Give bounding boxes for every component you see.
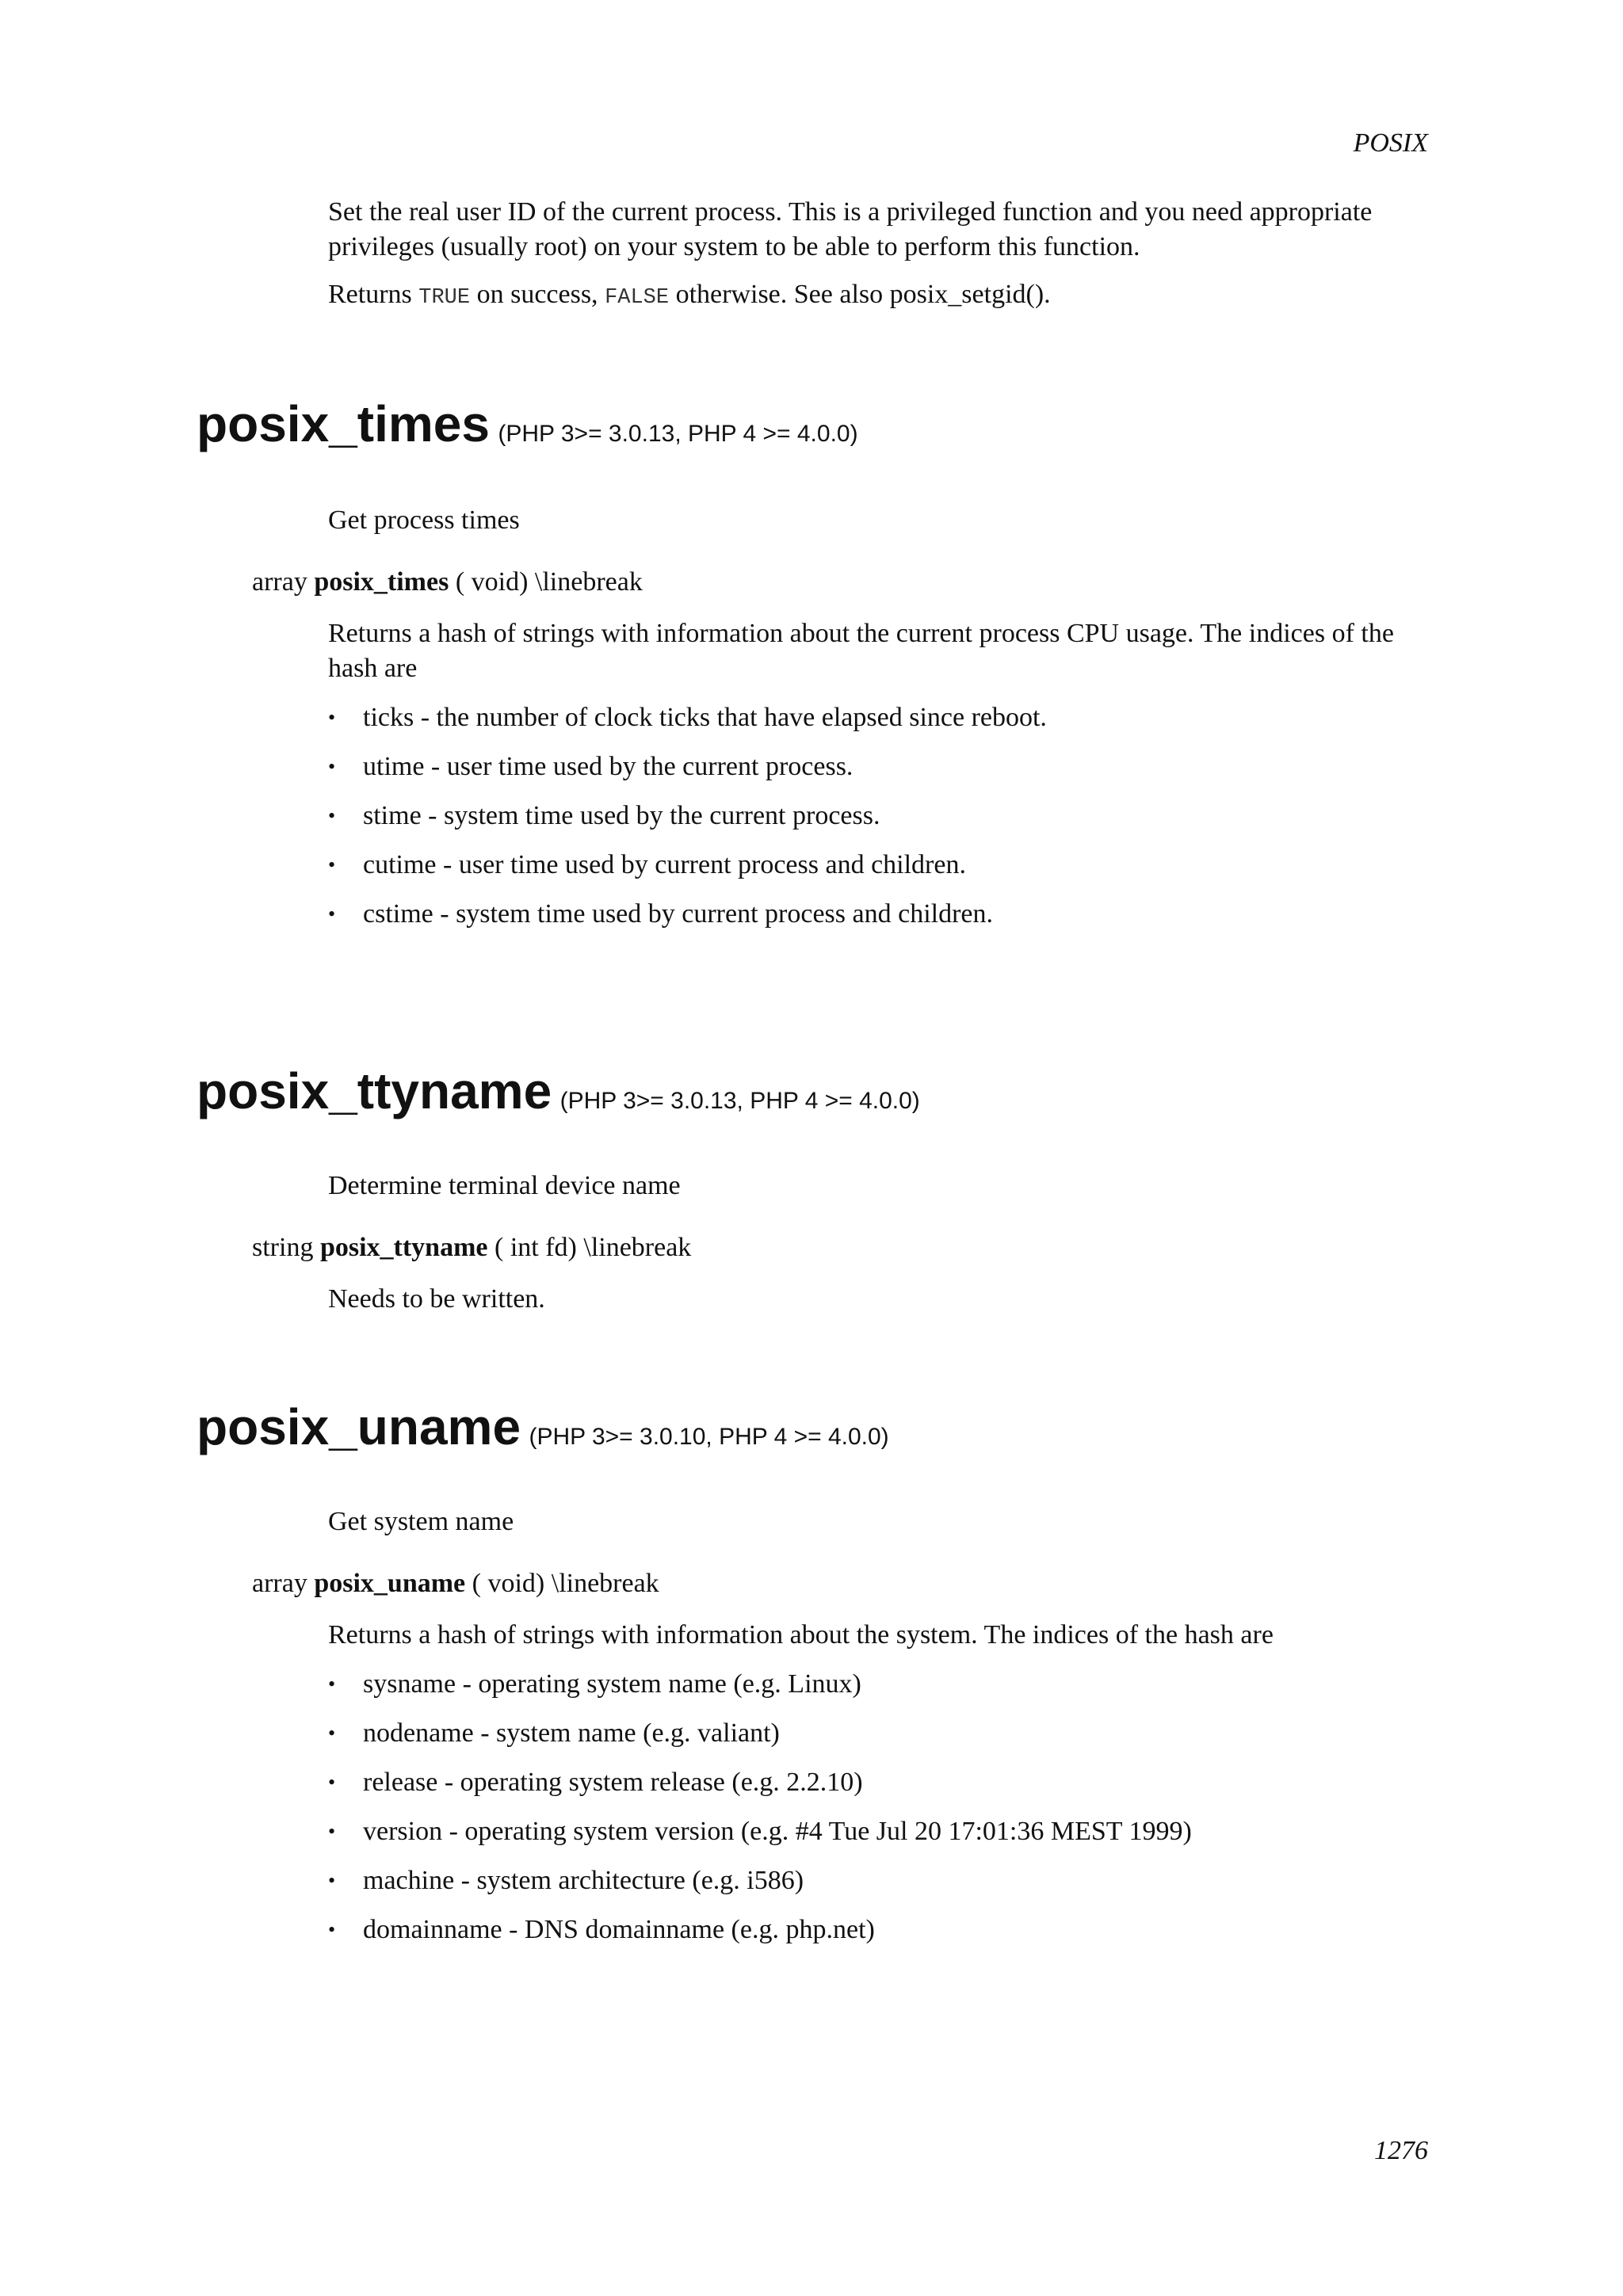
list-item: • domainname - DNS domainname (e.g. php.net) [328,1913,1192,1962]
list-item: • cutime - user time used by current process and children. [328,848,1047,897]
section-heading-posix-times [197,395,858,453]
function-title: posix_uname [197,1398,521,1455]
function-description [328,1618,1438,1653]
returns-middle: on success, [470,280,605,309]
page-number: 1276 [1374,2136,1428,2165]
list-item: • nodename - system name (e.g. valiant) [328,1716,1192,1765]
bullet-icon: • [328,755,336,778]
bullet-icon: • [328,853,336,876]
function-params: ( int fd) \linebreak [487,1233,692,1262]
indices-list [328,700,1047,946]
function-purpose: Get system name [328,1507,514,1536]
version-info: (PHP 3>= 3.0.13, PHP 4 >= 4.0.0) [559,1088,920,1114]
bullet-icon: • [328,1722,336,1745]
intro-block [328,195,1438,328]
bullet-icon: • [328,1672,336,1695]
function-purpose: Determine terminal device name [328,1171,681,1200]
list-item: • version - operating system version (e.g. #4 Tue Jul 20 17:01:36 MEST 1999) [328,1814,1192,1863]
returns-suffix: otherwise. See also posix_setgid(). [669,280,1051,309]
bullet-icon: • [328,804,336,827]
bullet-icon: • [328,1869,336,1892]
list-item: • cstime - system time used by current process and children. [328,897,1047,946]
false-constant: FALSE [605,286,670,310]
function-name: posix_uname [314,1569,466,1598]
running-header: POSIX [1353,128,1428,158]
function-title: posix_times [197,395,490,452]
section-heading-posix-ttyname [197,1062,920,1120]
list-item: • sysname - operating system name (e.g. Linux) [328,1667,1192,1716]
function-description [328,616,1438,686]
returns-paragraph [328,277,1438,315]
section-heading-posix-uname [197,1398,889,1456]
bullet-icon: • [328,1820,336,1843]
function-synopsis [252,1569,659,1599]
function-description [328,1282,1438,1317]
bullet-icon: • [328,1918,336,1941]
version-info: (PHP 3>= 3.0.13, PHP 4 >= 4.0.0) [498,421,858,447]
function-synopsis [252,1233,691,1263]
bullet-icon: • [328,1771,336,1794]
function-params: ( void) \linebreak [465,1569,659,1598]
function-name: posix_ttyname [319,1233,488,1262]
description-text: Needs to be written. [328,1284,545,1314]
returns-prefix: Returns [328,280,419,309]
function-synopsis [252,567,643,597]
list-item: • machine - system architecture (e.g. i586) [328,1863,1192,1913]
function-purpose: Get process times [328,505,520,535]
description-text: Returns a hash of strings with information about the system. The indices of the hash are [328,1620,1274,1650]
list-item: • ticks - the number of clock ticks that have elapsed since reboot. [328,700,1047,749]
list-item: • stime - system time used by the current process. [328,799,1047,848]
indices-list [328,1667,1192,1962]
function-name: posix_times [314,567,449,597]
description-text: Returns a hash of strings with information about the current process CPU usage. The indices of the hash are [328,619,1394,683]
function-params: ( void) \linebreak [449,567,643,597]
list-item: • utime - user time used by the current process. [328,749,1047,799]
function-title: posix_ttyname [197,1062,552,1119]
list-item: • release - operating system release (e.g. 2.2.10) [328,1765,1192,1814]
bullet-icon: • [328,902,336,925]
true-constant: TRUE [418,286,471,310]
return-type: string [252,1233,320,1262]
return-type: array [252,1569,315,1598]
intro-paragraph: Set the real user ID of the current process. This is a privileged function and you need appropriate privileges (usually root) on your system to be able to perform this function. [328,197,1373,261]
version-info: (PHP 3>= 3.0.10, PHP 4 >= 4.0.0) [529,1424,889,1450]
bullet-icon: • [328,706,336,729]
return-type: array [252,567,315,597]
